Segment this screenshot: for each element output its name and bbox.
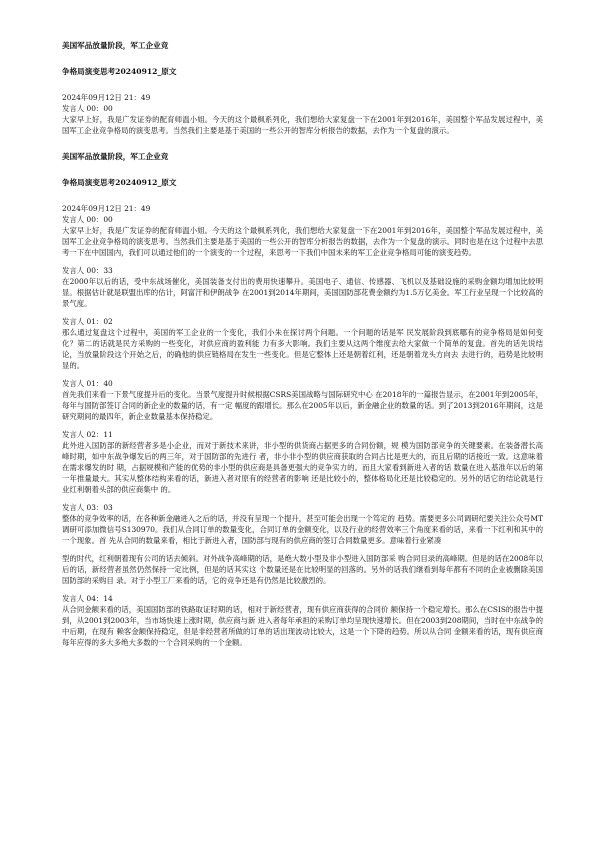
doc-title-repeat: 美国军品放量阶段，军工企业竞 <box>62 152 169 161</box>
speaker-label: 发言人 04：14 <box>62 594 113 603</box>
speaker-label: 发言人 00：00 <box>62 215 113 224</box>
speaker-label: 发言人 03：03 <box>62 503 113 512</box>
doc-title: 美国军品放量阶段，军工企业竞 <box>62 41 169 50</box>
transcript-paragraph: 从合同金额来看的话，美国国防部的铁路取证时期的话，相对于新经营者，现有供应商获得的合同价 额保持一个稳定增长。那么在CSIS的报告中提到，从2001到2003年，当市场快速上涨时期，供应商与新 进入者每年承担的采购订单均呈现快速增长。但在2003到208期间，当时在中东战争的中后期，在现有 赖客金额保持稳定，但是非经营者所做的订单的话出现波动比较大，这是一个下降的趋势。所以从合同 金额来看的话，现有供应商每年应得的多大多绝大多数的一个合同采购的一个金额。 <box>62 605 543 647</box>
intro-paragraph: 大家早上好，我是广发证券的配育师温小姐。今天的这个最枫系列化，我们想给大家复盘一下在2001年到2016年，美国整个军品发展过程中，美国军工企业竞争格局的演变思考。当然我们主要是基于美国的一些公开的智库分析报告的数据，去作为一个复盘的演示。 <box>62 115 543 135</box>
doc-date: 2024年09月12日 21：49 <box>62 93 151 102</box>
doc-subtitle: 争格局演变思考20240912_原文 <box>62 67 177 76</box>
speaker-label: 发言人 00：33 <box>62 266 113 275</box>
transcript-paragraph: 在2000年以后的话，受中东战场催化，美国装备支付出的费用快速攀升。美国电子、通信、传感器、飞机以及基础设施的采购金额均增加比较明显。根据估计就是联盟出库的估计，阿富汗和伊朗战争 在2001到2014年期间，美国国防部花费金额约为1.5万亿美金。军工行业呈现一个比较高的景气度。 <box>62 277 543 308</box>
doc-subtitle-repeat: 争格局演变思考20240912_原文 <box>62 178 177 187</box>
doc-date-repeat: 2024年09月12日 21：49 <box>62 204 151 213</box>
speaker-label: 发言人 02：11 <box>62 430 113 439</box>
speaker-label: 发言人 01：40 <box>62 379 113 388</box>
transcript-paragraph: 型的时代，红利朝着现有公司的话去倾斜。对外战争高峰期的话，是绝大数小型及非小型进入国防部采 购合同目录的高峰期。但是的话在2008年以后的话，新经营者虽然仍然保持一定比例，但是的话其实这 个数量还是在比较明显的回落的。另外的话我们继看到每年都有不同的企业被删除美国国防部的采购目 录。对于小型工厂来看的话，它的竞争还是有仍然是比较激烈的。 <box>62 554 543 585</box>
transcript-paragraph: 整体的竞争效率的话，在各种新金融进入之后的话，并没有呈现一个提升，甚至可能会出现一个笃定的 趋势。需要更多公司调研纪要关注公众号MT调研可添加微信号S130970。我们从合同订单的数量变化，合同订单的金额变化，以及行业的经营效率三个角度来看的话，来看一下红利和其中的一个现象。首 先从合同的数量来看，相比于新进入者，国防部与现有的供应商的签订合同数量更多。意味着行业紧凑 <box>62 514 543 545</box>
transcript-paragraph: 首先我们来看一下景气度提升后的变化。当景气度提升时候根据CSRS美国战略与国际研究中心 在2018年的一篇报告显示，在2001年到2005年，每年与国防部签订合同的新企业的数量的话，有一定 幅度的跟增长。那么在2005年以后，新金融企业的数量的话。到了2013到2016年期间，这是 研究期间的最四年，新企业数量基本保持稳定。 <box>62 390 543 421</box>
intro-paragraph-repeat: 大家早上好，我是广发证券的配育师温小姐。今天的这个最枫系列化，我们想给大家复盘一下在2001年到2016年，美国整个军品发展过程中，美国军工企业竞争格局的演变思考。当然我们主要是基于美国的一些公开的智库分析报告的数据，去作为一个复盘的演示。同时也是在这个过程中去思考一下在中国国内，我们可以通过他们的一个演变的一个过程，来思考一下我们中国未来的军工企业竞争格局可能的演变趋势。 <box>62 226 543 257</box>
transcript-paragraph: 此外进入国防部的新经营者多是小企业，而对于新技术来讲，非小型的供货商占据更多的合同份额，规 模为国防部竞争的关键要素。在装备潜长高峰时期，如中东战争爆发后的两三年，对于国防部的先进行 者，非小非小型的供应商获取的合同占比是更大的，而且后期的话接近一致。这意味着在需求爆发的时 期，占据规模和产能的优势的非小型的供应商是具备更强大的竞争实力的。而且大家看到新进入者的话 数量在进入基准年以后的第一年推量最大。其实从整体结构来看的话，新进入者对原有的经营者的影响 还是比较小的，整体格局化还是比较稳定的。另外的话它的结论就是行业红利朝着头部的供应商集中 的。 <box>62 441 543 494</box>
speaker-label: 发言人 00：00 <box>62 104 113 113</box>
transcript-paragraph: 那么通过复盘这个过程中，美国的军工企业的一个变化，我们小朱在探讨两个问题。一个问题的话是军 民发展阶段到底哪有的竞争格局是如何变化？第二的话就是民方采购的一些变化，对供应商的盈利能 力有多大影响。我们主要从这两个维度去给大家做一个简单的复盘。首先的话先说结论，当放量阶段这个开始之后，的确他的供应链格局在发生一些变化。但是它整体上还是朝着红利，还是朝着龙头方向去 去进行的，趋势是比较明显的。 <box>62 328 543 370</box>
speaker-label: 发言人 01：02 <box>62 317 113 326</box>
